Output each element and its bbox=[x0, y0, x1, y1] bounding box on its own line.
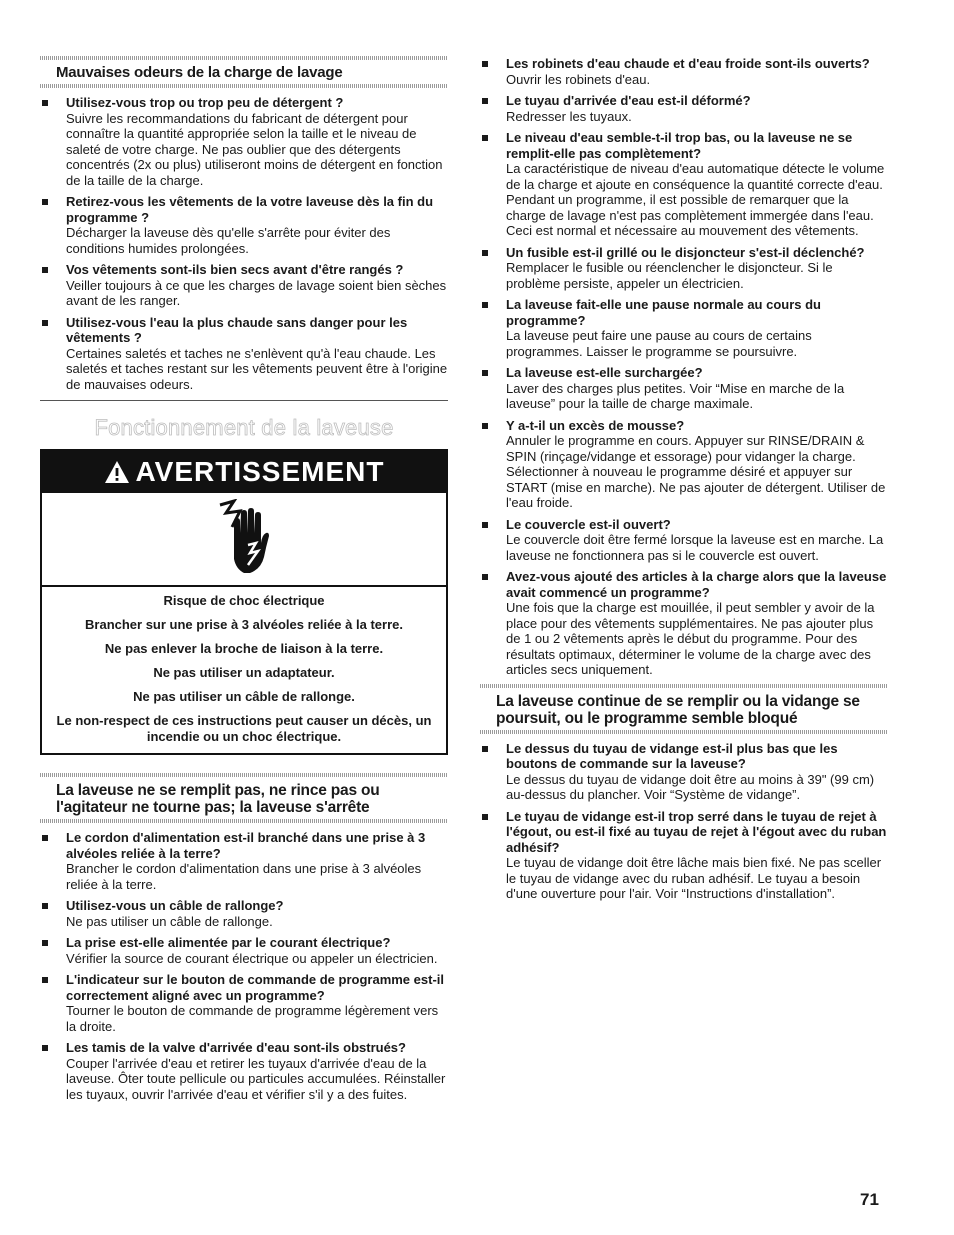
question-text: Le dessus du tuyau de vidange est-il plus bas que les boutons de commande sur la laveuse? bbox=[506, 740, 838, 771]
question-text: L'indicateur sur le bouton de commande de programme est-il correctement aligné avec un programme? bbox=[66, 972, 444, 1003]
section-heading-continues-filling bbox=[480, 684, 888, 734]
answer-text: Redresser les tuyaux. bbox=[506, 108, 632, 124]
answer-text: Tourner le bouton de commande de programme légèrement vers la droite. bbox=[66, 1003, 439, 1034]
warning-line: Ne pas utiliser un adaptateur. bbox=[153, 665, 335, 680]
warning-line: Ne pas enlever la broche de liaison à la terre. bbox=[104, 641, 384, 656]
question-text: Avez-vous ajouté des articles à la charge alors que la laveuse avait commencé un programme? bbox=[506, 569, 887, 600]
answer-text: Le dessus du tuyau de vidange doit être au moins à 39" (99 cm) au-dessus du plancher. Voir “Système de vidange”. bbox=[506, 771, 875, 802]
answer-text: La laveuse peut faire une pause au cours de certains programmes. Laisser le programme se poursuivre. bbox=[506, 328, 812, 359]
warning-box bbox=[40, 449, 448, 755]
bullet-icon bbox=[42, 320, 48, 326]
left-column bbox=[40, 56, 448, 1108]
list-item bbox=[480, 93, 888, 124]
list-item bbox=[480, 130, 888, 239]
question-text: Les tamis de la valve d'arrivée d'eau sont-ils obstrués? bbox=[66, 1040, 406, 1055]
warning-line: Risque de choc électrique bbox=[163, 593, 325, 608]
bullet-icon bbox=[482, 574, 488, 580]
section-heading-no-fill bbox=[40, 773, 448, 823]
list-item bbox=[480, 809, 888, 902]
page-number: 71 bbox=[860, 1190, 879, 1209]
question-text: Retirez-vous les vêtements de la votre laveuse dès la fin du programme ? bbox=[66, 194, 434, 225]
bullet-icon bbox=[42, 100, 48, 106]
list-item bbox=[480, 56, 888, 87]
answer-text: Vérifier la source de courant électrique ou appeler un électricien. bbox=[66, 950, 438, 966]
question-text: Les robinets d'eau chaude et d'eau froide sont-ils ouverts? bbox=[506, 56, 870, 71]
list-item bbox=[480, 245, 888, 292]
section-title: Mauvaises odeurs de la charge de lavage bbox=[56, 64, 343, 81]
question-text: Utilisez-vous trop ou trop peu de détergent ? bbox=[66, 95, 344, 110]
answer-text: Veiller toujours à ce que les charges de lavage soient bien sèches avant de les ranger. bbox=[66, 277, 447, 308]
answer-text: Annuler le programme en cours. Appuyer sur RINSE/DRAIN & SPIN (rinçage/vidange et essorage) pour vidanger la charge. Sélectionner à nouveau le programme désiré et appuyer sur START (mise en marche). Ne pas ajouter de détergent. Utiliser de l'eau froide. bbox=[506, 433, 886, 510]
answer-text: Couper l'arrivée d'eau et retirer les tuyaux d'arrivée d'eau de la laveuse. Ôter toute pellicule ou particules accumulées. Réinstaller les tuyaux, ouvrir l'arrivée d'eau et vérifier s'il y a des fuites. bbox=[66, 1055, 446, 1102]
question-text: Le tuyau de vidange est-il trop serré dans le tuyau de rejet à l'égout, ou est-il fixé au tuyau de rejet à l'égout avec du ruban adhésif? bbox=[506, 808, 887, 855]
bullet-icon bbox=[42, 940, 48, 946]
list-item bbox=[40, 972, 448, 1034]
bullet-icon bbox=[482, 135, 488, 141]
answer-text: Le tuyau de vidange doit être lâche mais bien fixé. Ne pas sceller le tuyau de vidange avec du ruban adhésif. Le tuyau a besoin d'une ouverture pour l'air. Voir “Instructions d'installation”. bbox=[506, 855, 882, 901]
warning-header-text: AVERTISSEMENT bbox=[135, 456, 385, 487]
bullet-icon bbox=[482, 746, 488, 752]
section-title: La laveuse continue de se remplir ou la vidange se poursuit, ou le programme semble bloqué bbox=[496, 692, 860, 727]
warning-header bbox=[42, 451, 446, 493]
subsection-title: Fonctionnement de la laveuse bbox=[94, 415, 394, 440]
divider bbox=[40, 400, 448, 401]
answer-text: Suivre les recommandations du fabricant de détergent pour connaître la quantité appropriée selon la taille et le niveau de saleté de votre charge. Ne pas oublier que des détergents concentrés (2x ou plus) utiliseront moins de détergent en fonction de la taille de la charge. bbox=[66, 110, 443, 188]
list-item bbox=[40, 95, 448, 188]
list-item bbox=[480, 517, 888, 564]
bullet-icon bbox=[482, 302, 488, 308]
list-item bbox=[40, 194, 448, 256]
bullet-icon bbox=[482, 98, 488, 104]
list-item bbox=[40, 1040, 448, 1102]
list-item bbox=[40, 935, 448, 966]
list-item bbox=[480, 365, 888, 412]
bullet-icon bbox=[482, 814, 488, 820]
warning-line: Le non-respect de ces instructions peut causer un décès, un incendie ou un choc électrique. bbox=[56, 713, 432, 744]
answer-text: Le couvercle doit être fermé lorsque la laveuse est en marche. La laveuse ne fonctionnera pas si le couvercle est ouvert. bbox=[506, 532, 884, 563]
section-title: La laveuse ne se remplit pas, ne rince pas ou l'agitateur ne tourne pas; la laveuse s'arrête bbox=[56, 782, 380, 816]
bullet-icon bbox=[482, 522, 488, 528]
answer-text: Laver des charges plus petites. Voir “Mise en marche de la laveuse” pour la taille de charge maximale. bbox=[506, 380, 845, 411]
answer-text: Décharger la laveuse dès qu'elle s'arrête pour éviter des conditions humides prolongées. bbox=[66, 225, 391, 256]
list-item bbox=[480, 297, 888, 359]
bullet-icon bbox=[42, 1045, 48, 1051]
question-text: Le couvercle est-il ouvert? bbox=[506, 516, 671, 532]
right-column bbox=[480, 56, 888, 908]
list-item bbox=[40, 898, 448, 929]
bullet-icon bbox=[42, 267, 48, 273]
warning-triangle-icon bbox=[104, 460, 130, 484]
question-text: Y a-t-il un excès de mousse? bbox=[506, 417, 685, 433]
question-text: Un fusible est-il grillé ou le disjoncteur s'est-il déclenché? bbox=[506, 244, 865, 260]
list-item bbox=[40, 262, 448, 309]
bullet-icon bbox=[482, 250, 488, 256]
question-text: Utilisez-vous un câble de rallonge? bbox=[66, 898, 284, 913]
bullet-icon bbox=[482, 370, 488, 376]
question-text: Le tuyau d'arrivée d'eau est-il déformé? bbox=[506, 93, 751, 108]
warning-text-block bbox=[42, 587, 446, 753]
question-text: La laveuse est-elle surchargée? bbox=[506, 365, 703, 380]
bullet-icon bbox=[42, 835, 48, 841]
list-item bbox=[40, 830, 448, 892]
question-text: La prise est-elle alimentée par le courant électrique? bbox=[66, 935, 391, 950]
bullet-icon bbox=[482, 61, 488, 67]
question-text: Le niveau d'eau semble-t-il trop bas, ou la laveuse ne se remplit-elle pas complètement? bbox=[506, 130, 853, 161]
answer-text: Ouvrir les robinets d'eau. bbox=[506, 71, 651, 87]
answer-text: Brancher le cordon d'alimentation dans une prise à 3 alvéoles reliée à la terre. bbox=[66, 861, 422, 892]
list-item bbox=[480, 418, 888, 511]
list-item bbox=[480, 741, 888, 803]
bullet-icon bbox=[42, 977, 48, 983]
electric-shock-hand-icon bbox=[214, 499, 274, 579]
answer-text: Certaines saletés et taches ne s'enlèvent qu'à l'eau chaude. Les saletés et taches restant sur les vêtements peuvent être à l'origine de mauvaises odeurs. bbox=[66, 345, 448, 392]
warning-line: Ne pas utiliser un câble de rallonge. bbox=[133, 689, 355, 704]
list-item bbox=[480, 569, 888, 678]
warning-icon-area bbox=[42, 493, 446, 587]
question-text: Vos vêtements sont-ils bien secs avant d'être rangés ? bbox=[66, 262, 404, 277]
answer-text: Remplacer le fusible ou réenclencher le disjoncteur. Si le problème persiste, appeler un électricien. bbox=[506, 260, 833, 291]
bullet-icon bbox=[482, 423, 488, 429]
warning-line: Brancher sur une prise à 3 alvéoles reliée à la terre. bbox=[85, 617, 403, 632]
list-item bbox=[40, 315, 448, 393]
answer-text: La caractéristique de niveau d'eau automatique détecte le volume de la charge et ajoute en conséquence la quantité correcte d'eau. Pendant un programme, il est possible de remarquer que la charge de lavage n'est pas complètement immergée dans l'eau. Ceci est normal et nécessaire au mouvement des vêtements. bbox=[506, 161, 885, 238]
bullet-icon bbox=[42, 903, 48, 909]
bullet-icon bbox=[42, 199, 48, 205]
section-heading-odors bbox=[40, 56, 448, 88]
answer-text: Ne pas utiliser un câble de rallonge. bbox=[66, 913, 273, 929]
answer-text: Une fois que la charge est mouillée, il peut sembler y avoir de la place pour des vêtements supplémentaires. Ne pas ajouter plus de 1 ou 2 vêtements après le début du programme. Pour des résultats optimaux, déterminer le volume de la charge avec des articles secs uniquement. bbox=[506, 600, 875, 677]
question-text: La laveuse fait-elle une pause normale au cours du programme? bbox=[506, 297, 821, 328]
question-text: Le cordon d'alimentation est-il branché dans une prise à 3 alvéoles reliée à la terre? bbox=[66, 830, 426, 861]
question-text: Utilisez-vous l'eau la plus chaude sans danger pour les vêtements ? bbox=[66, 314, 408, 345]
